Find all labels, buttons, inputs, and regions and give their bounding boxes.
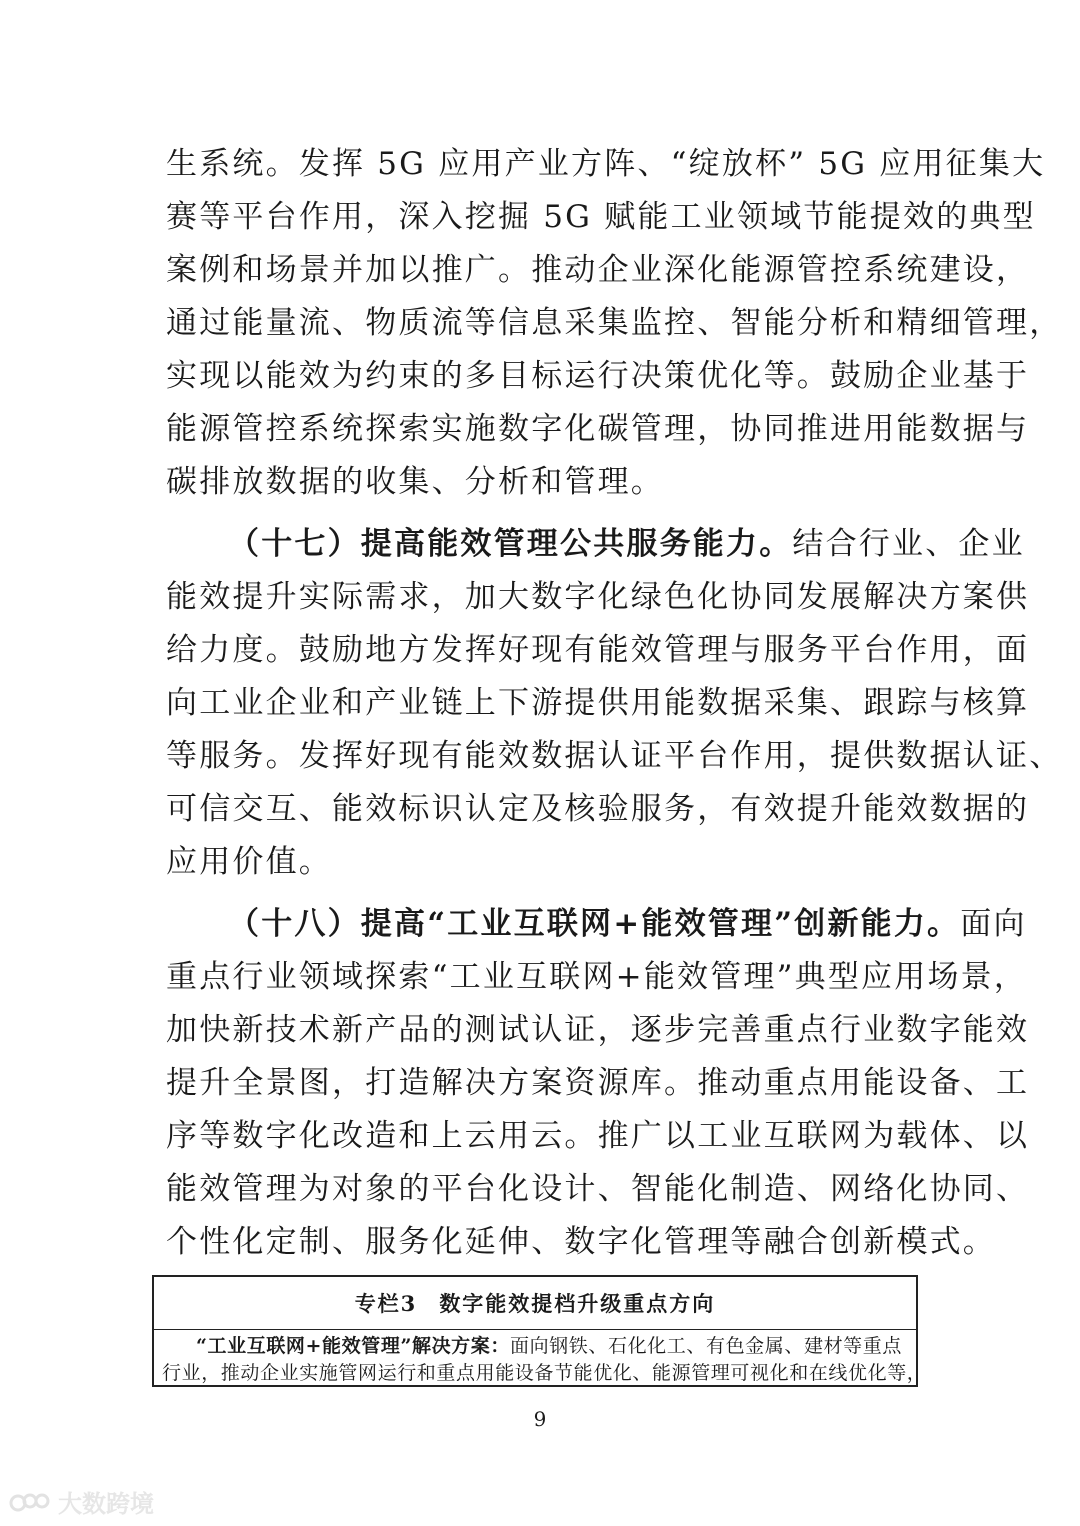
page-number: 9 — [533, 1407, 547, 1431]
watermark-text: 大数跨境 — [58, 1489, 154, 1518]
text-line: 可信交互、能效标识认定及核验服务，有效提升能效数据的 — [166, 791, 1030, 827]
text-line: 能效提升实际需求，加大数字化绿色化协同发展解决方案供 — [166, 579, 1030, 615]
text-line: 能源管控系统探索实施数字化碳管理，协同推进用能数据与 — [166, 411, 1030, 447]
text-line: 应用价值。 — [166, 844, 332, 880]
feature-box-title — [154, 1277, 916, 1330]
box-line: 行业，推动企业实施管网运行和重点用能设备节能优化、能源管理可视化和在线优化等， — [162, 1362, 927, 1384]
paragraph-1 — [166, 138, 1063, 509]
box-lead: “工业互联网+能效管理”解决方案： — [196, 1335, 510, 1357]
feature-box-body — [154, 1330, 927, 1387]
text-line: 加快新技术新产品的测试认证，逐步完善重点行业数字能效 — [166, 1012, 1030, 1048]
text-line: 通过能量流、物质流等信息采集监控、智能分析和精细管理， — [166, 305, 1063, 341]
text-line: 个性化定制、服务化延伸、数字化管理等融合创新模式。 — [166, 1224, 996, 1260]
text-line: 生系统。发挥 5G 应用产业方阵、“绽放杯” 5G 应用征集大 — [166, 146, 1046, 182]
paragraph-3 — [166, 898, 1030, 1269]
watermark-logo-icon — [8, 1486, 54, 1516]
text-line: 给力度。鼓励地方发挥好现有能效管理与服务平台作用，面 — [166, 632, 1030, 668]
heading-line — [166, 518, 1025, 571]
text-line: 案例和场景并加以推广。推动企业深化能源管控系统建设， — [166, 252, 1030, 288]
text-line: 重点行业领域探索“工业互联网+能效管理”典型应用场景， — [166, 959, 1028, 995]
heading-line-rest: 结合行业、企业 — [792, 526, 1025, 562]
text-line: 能效管理为对象的平台化设计、智能化制造、网络化协同、 — [166, 1171, 1030, 1207]
watermark — [8, 1484, 154, 1518]
section-heading-18: （十八）提高“工业互联网+能效管理”创新能力。 — [228, 906, 961, 942]
text-line: 序等数字化改造和上云用云。推广以工业互联网为载体、以 — [166, 1118, 1030, 1154]
text-line: 提升全景图，打造解决方案资源库。推动重点用能设备、工 — [166, 1065, 1030, 1101]
text-line: 向工业企业和产业链上下游提供用能数据采集、跟踪与核算 — [166, 685, 1030, 721]
text-line: 实现以能效为约束的多目标运行决策优化等。鼓励企业基于 — [166, 358, 1030, 394]
feature-box-label: 专栏3 — [354, 1291, 418, 1316]
section-heading-17: （十七）提高能效管理公共服务能力。 — [228, 526, 793, 562]
text-line: 等服务。发挥好现有能效数据认证平台作用，提供数据认证、 — [166, 738, 1063, 774]
heading-line-rest: 面向 — [960, 906, 1027, 942]
feature-box — [152, 1275, 927, 1387]
text-line: 赛等平台作用，深入挖掘 5G 赋能工业领域节能提效的典型 — [166, 199, 1036, 235]
text-line: 碳排放数据的收集、分析和管理。 — [166, 464, 664, 500]
heading-line — [166, 898, 1027, 951]
feature-box-heading: 数字能效提档升级重点方向 — [439, 1291, 716, 1316]
box-line-rest: 面向钢铁、石化化工、有色金属、建材等重点 — [509, 1335, 902, 1357]
box-line — [162, 1333, 908, 1360]
paragraph-2 — [166, 518, 1063, 889]
